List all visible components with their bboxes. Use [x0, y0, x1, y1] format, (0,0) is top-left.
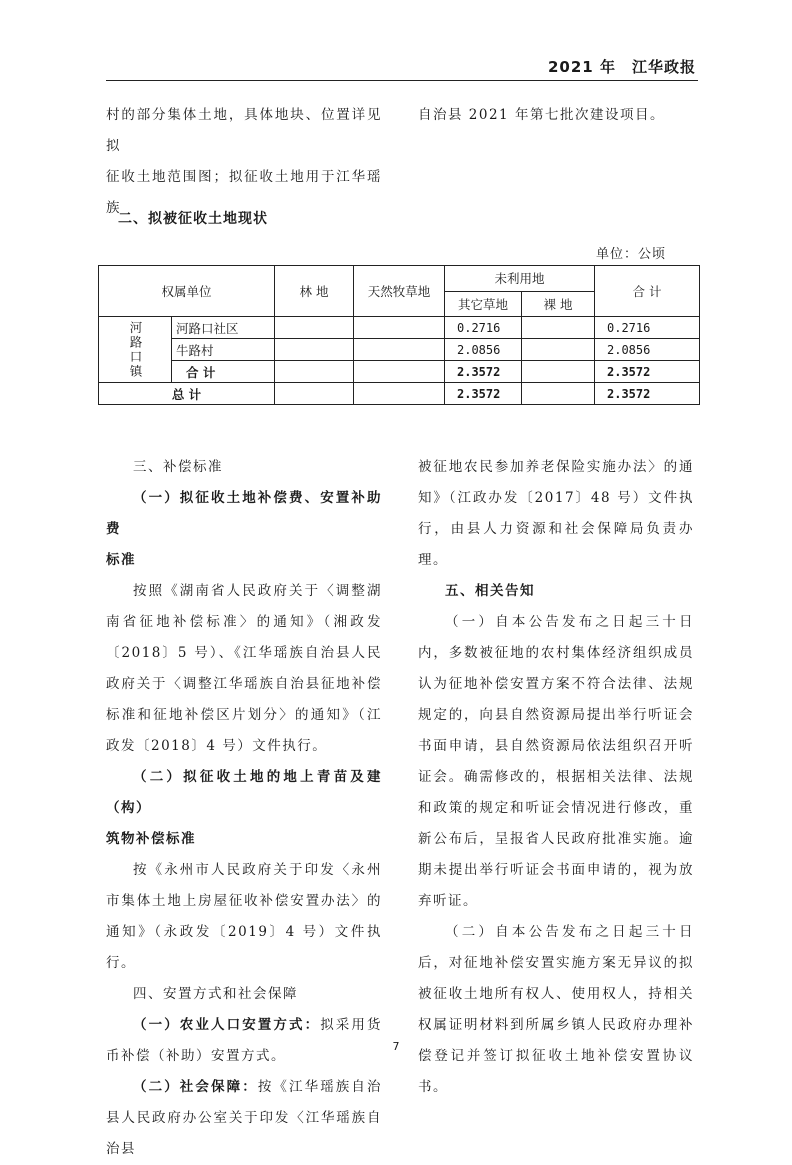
top-left-line-2: 征收土地范围图；拟征收土地用于江华瑶族	[106, 169, 382, 216]
unit-label: 单位：公顷	[596, 247, 667, 262]
header-publication: 江华政报	[631, 58, 696, 76]
section-5-1: （一）自本公告发布之日起三十日内，多数被征地的农村集体经济组织成员认为征地补偿安置方案不符合法律、法规规定的，向县自然资源局提出举行听证会书面申请，县自然资源局依法组织召开听证会。确需修改的，根据相关法律、法规和政策的规定和听证会情况进行修改，重新公布后，呈报省人民政府批准实施。逾期未提出举行听证会书面申请的，视为放弃听证。	[418, 614, 694, 909]
section-4-1-label: （一）农业人口安置方式：	[133, 1017, 321, 1033]
subtotal-row	[99, 361, 700, 383]
section-4-2	[106, 1072, 382, 1165]
section-3-1-title-a: （一）拟征收土地补偿费、安置补助费	[106, 490, 382, 537]
top-right-text	[418, 100, 694, 131]
subtotal-total: 2.3572	[595, 361, 700, 383]
section-3-2-title-b: 筑物补偿标准	[106, 831, 196, 847]
continuation-text: 被征地农民参加养老保险实施办法〉的通知》（江政办发〔2017〕48 号）文件执行，由县人力资源和社会保障局负责办理。	[418, 459, 694, 568]
subtotal-label: 合 计	[172, 361, 275, 383]
page-header	[0, 56, 792, 80]
table-header-row	[99, 266, 700, 292]
grand-total-total: 2.3572	[595, 383, 700, 405]
grand-total-other-grass: 2.3572	[445, 383, 522, 405]
right-column	[418, 452, 694, 1103]
section-5-2: （二）自本公告发布之日起三十日后，对征地补偿安置实施方案无异议的拟被征收土地所有权人、使用权人，持相关权属证明材料到所属乡镇人民政府办理补偿登记并签订拟征收土地补偿安置协议书。	[418, 924, 694, 1095]
section-4-1-body: 拟采用货币补偿（补助）安置方式。	[106, 1017, 383, 1064]
section-3-1-body: 按照《湖南省人民政府关于〈调整湖南省征地补偿标准〉的通知》（湘政发〔2018〕5 号）、《江华瑶族自治县人民政府关于〈调整江华瑶族自治县征地补偿标准和征地补偿区片划分〉的通知》（江政发〔2018〕4 号）文件执行。	[106, 583, 382, 754]
header-bare: 裸 地	[522, 291, 595, 317]
left-column	[106, 452, 382, 1165]
row-total: 2.0856	[595, 339, 700, 361]
page-number: 7	[392, 1040, 400, 1053]
row-name: 河路口社区	[172, 317, 275, 339]
row-other-grass: 0.2716	[445, 317, 522, 339]
row-name: 牛路村	[172, 339, 275, 361]
grand-total-row	[99, 383, 700, 405]
header-owner: 权属单位	[99, 266, 275, 317]
section-3-1-title-b: 标准	[106, 552, 136, 568]
header-forest: 林 地	[275, 266, 354, 317]
header-grassland: 天然牧草地	[354, 266, 445, 317]
header-year: 2021 年	[548, 58, 616, 76]
section-4-2-label: （二）社会保障：	[133, 1079, 258, 1095]
grand-total-label: 总 计	[99, 383, 275, 405]
section-3-title: 三、补偿标准	[133, 459, 223, 475]
section-5-title: 五、相关告知	[445, 583, 535, 599]
row-other-grass: 2.0856	[445, 339, 522, 361]
header-rule	[106, 80, 698, 81]
header-other-grass: 其它草地	[445, 291, 522, 317]
land-status-table	[98, 265, 700, 405]
section-4-title: 四、安置方式和社会保障	[133, 986, 298, 1002]
row-total: 0.2716	[595, 317, 700, 339]
section-2-title: 二、拟被征收土地现状	[118, 211, 268, 227]
section-3-2-body: 按《永州市人民政府关于印发〈永州市集体土地上房屋征收补偿安置办法〉的通知》（永政发〔2019〕4 号）文件执行。	[106, 862, 382, 971]
table-row	[99, 317, 700, 339]
subtotal-other-grass: 2.3572	[445, 361, 522, 383]
top-left-text	[106, 100, 382, 224]
header-text	[532, 56, 696, 77]
top-left-line-1: 村的部分集体土地，具体地块、位置详见拟	[106, 107, 382, 154]
header-unused: 未利用地	[445, 266, 595, 292]
section-3-2-title-a: （二）拟征收土地的地上青苗及建（构）	[106, 769, 382, 816]
top-right-line-1: 自治县 2021 年第七批次建设项目。	[418, 107, 665, 123]
header-total: 合 计	[595, 266, 700, 317]
section-4-2-body: 按《江华瑶族自治县人民政府办公室关于印发〈江华瑶族自治县	[106, 1079, 383, 1157]
table-row	[99, 339, 700, 361]
town-cell: 河路口镇	[99, 317, 172, 383]
